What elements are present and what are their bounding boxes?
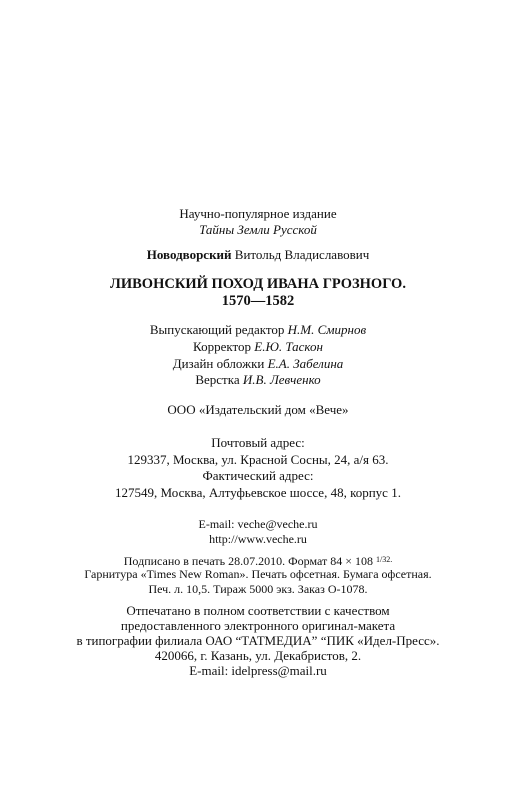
printer-line-3: в типографии филиала ОАО “ТАТМЕДИА” “ПИК «Идел-Пресс». [76, 633, 440, 648]
credit-editor [0, 322, 516, 338]
credit-person: Е.А. Забелина [267, 356, 344, 371]
author-surname: Новодворский [146, 247, 232, 262]
credit-person: Е.Ю. Таскон [254, 339, 323, 354]
actual-address: 127549, Москва, Алтуфьевское шоссе, 48, корпус 1. [115, 485, 401, 500]
credit-role: Верстка [195, 372, 240, 387]
printer-line-1: Отпечатано в полном соответствии с качеством [126, 603, 390, 618]
credit-role: Корректор [193, 339, 251, 354]
actual-address-label: Фактический адрес: [202, 468, 314, 483]
credit-corrector [0, 339, 516, 355]
postal-address-label: Почтовый адрес: [211, 435, 305, 450]
credit-role: Выпускающий редактор [149, 322, 285, 337]
publication-genre: Научно-популярное издание [179, 206, 337, 221]
publisher-name: ООО «Издательский дом «Вече» [167, 402, 349, 417]
book-years: 1570—1582 [221, 293, 295, 309]
printer-line-2: предоставленного электронного оригинал-макета [120, 618, 396, 633]
format-fraction: 1/32. [375, 555, 393, 564]
postal-address: 129337, Москва, ул. Красной Сосны, 24, а/я 63. [127, 452, 389, 467]
credit-person: Н.М. Смирнов [287, 322, 367, 337]
author-line [0, 247, 516, 263]
credit-layout [0, 372, 516, 388]
credit-role: Дизайн обложки [172, 356, 265, 371]
publisher-website: http://www.veche.ru [209, 532, 307, 546]
series-name: Тайны Земли Русской [199, 222, 317, 237]
credit-cover-design [0, 356, 516, 372]
typeface-paper-line: Гарнитура «Times New Roman». Печать офсетная. Бумага офсетная. [84, 567, 432, 581]
printer-address: 420066, г. Казань, ул. Декабристов, 2. [154, 648, 362, 663]
print-signed-text: Подписано в печать 28.07.2010. Формат 84 × 108 [123, 554, 373, 568]
publisher-email: E-mail: veche@veche.ru [198, 517, 318, 531]
credit-person: И.В. Левченко [242, 372, 321, 387]
book-title: ЛИВОНСКИЙ ПОХОД ИВАНА ГРОЗНОГО. [110, 276, 406, 292]
print-run-line: Печ. л. 10,5. Тираж 5000 экз. Заказ О-1078. [148, 582, 368, 596]
printer-email: E-mail: idelpress@mail.ru [189, 663, 327, 678]
author-name: Витольд Владиславович [234, 247, 370, 262]
